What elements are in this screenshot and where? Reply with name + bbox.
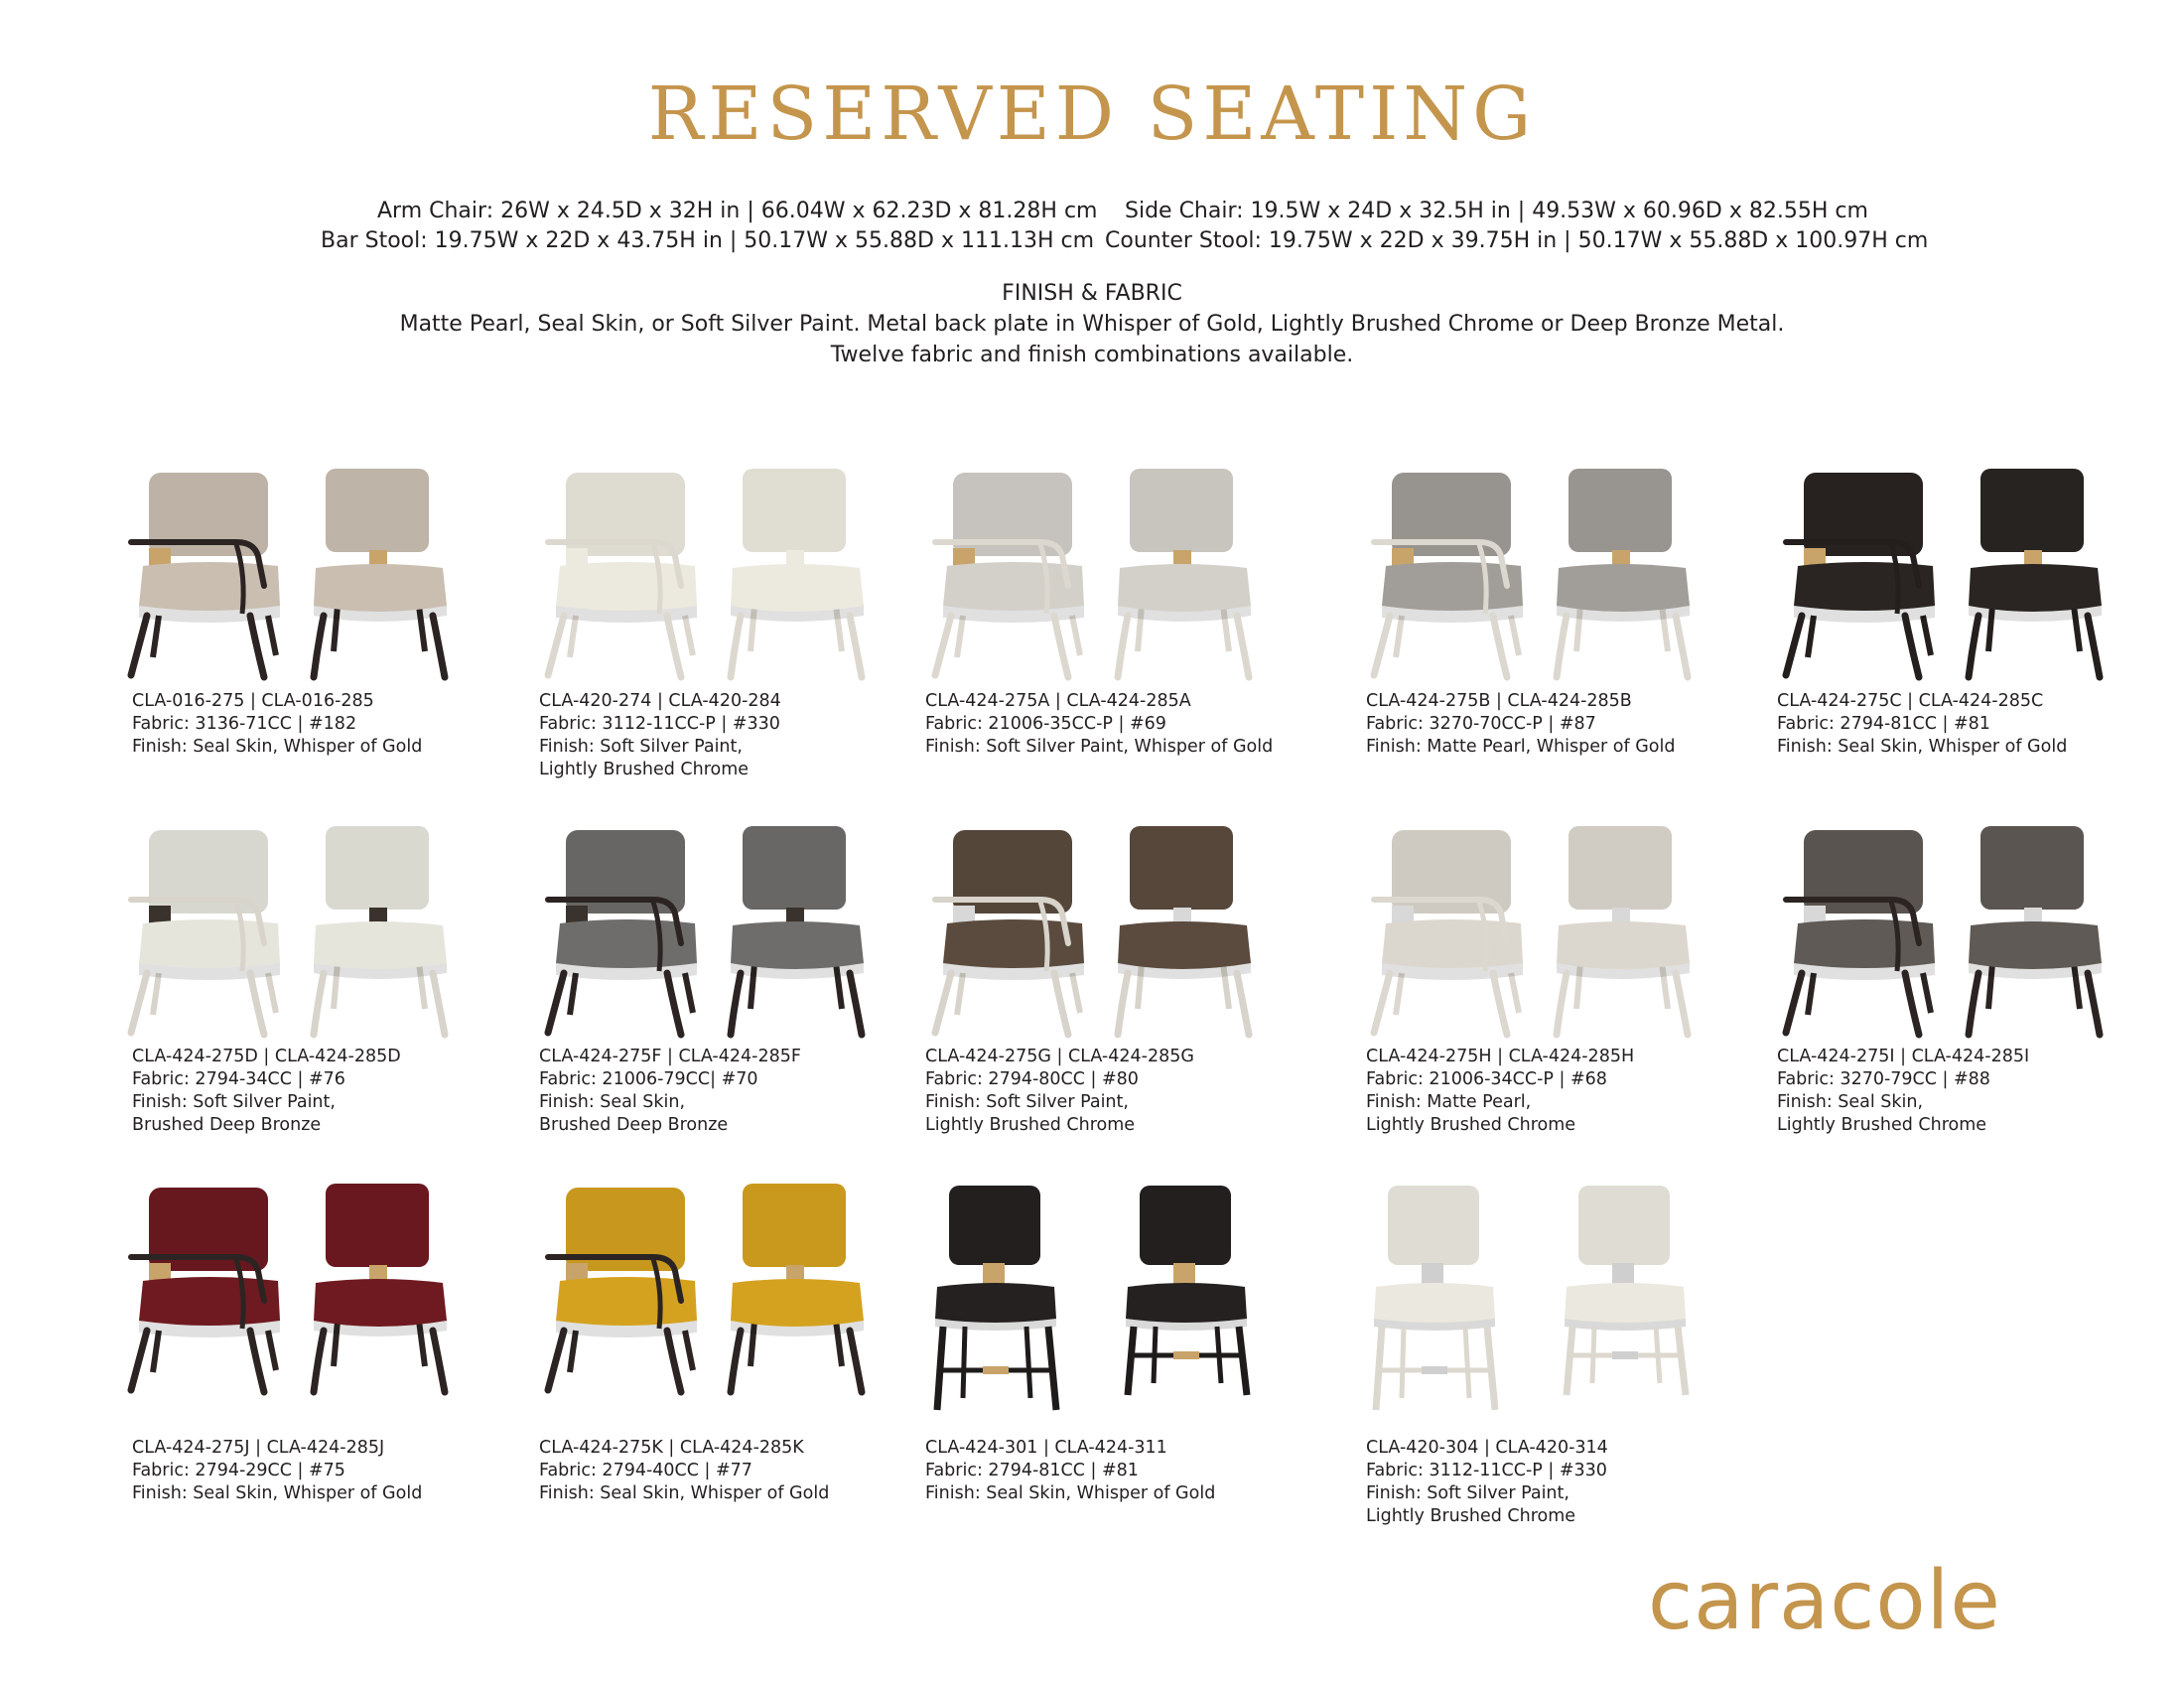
finish-heading: FINISH & FABRIC (1002, 281, 1182, 306)
product-codes: CLA-424-275K | CLA-424-285K (539, 1438, 804, 1458)
product-image (1362, 467, 1719, 705)
product-finish: Finish: Seal Skin, (539, 1092, 686, 1112)
product-finish: Finish: Seal Skin, Whisper of Gold (132, 737, 423, 757)
side-chair-image (1557, 469, 1690, 677)
product-codes: CLA-420-274 | CLA-420-284 (539, 691, 781, 711)
product-finish: Finish: Matte Pearl, Whisper of Gold (1366, 737, 1676, 757)
product-image (1774, 824, 2131, 1062)
product-codes: CLA-424-275A | CLA-424-285A (925, 691, 1191, 711)
combinations-note: Twelve fabric and finish combinations available. (830, 343, 1354, 367)
side-chair-image (1969, 826, 2102, 1035)
product-codes: CLA-016-275 | CLA-016-285 (132, 691, 374, 711)
product-finish2: Brushed Deep Bronze (132, 1115, 322, 1135)
product-codes: CLA-420-304 | CLA-420-314 (1366, 1438, 1608, 1458)
product-finish2: Lightly Brushed Chrome (1366, 1506, 1576, 1526)
bar-stool-image (935, 1186, 1056, 1410)
product-fabric: Fabric: 3136-71CC | #182 (132, 714, 357, 734)
side-chair-dimensions: Side Chair: 19.5W x 24D x 32.5H in | 49.53W x 60.96D x 82.55H cm (1125, 199, 1868, 223)
product-codes: CLA-424-275B | CLA-424-285B (1366, 691, 1632, 711)
product-caption (132, 1437, 422, 1505)
product-fabric: Fabric: 2794-40CC | #77 (539, 1461, 752, 1480)
product-codes: CLA-424-275F | CLA-424-285F (539, 1047, 801, 1066)
product-fabric: Fabric: 3270-70CC-P | #87 (1366, 714, 1596, 734)
arm-chair-image (1374, 473, 1523, 677)
side-chair-image (314, 826, 447, 1035)
product-finish: Finish: Soft Silver Paint, (1366, 1483, 1570, 1503)
product-finish: Finish: Matte Pearl, (1366, 1092, 1532, 1112)
side-chair-image (1118, 826, 1251, 1035)
product-codes: CLA-424-275J | CLA-424-285J (132, 1438, 385, 1458)
side-chair-image (731, 826, 864, 1035)
product-finish: Finish: Soft Silver Paint, (925, 1092, 1129, 1112)
arm-chair-image (548, 1188, 697, 1392)
product-image (536, 824, 893, 1062)
product-caption (132, 690, 422, 759)
product-image (923, 824, 1281, 1062)
product-caption (539, 1437, 829, 1505)
product-finish: Finish: Seal Skin, Whisper of Gold (1777, 737, 2068, 757)
counter-stool-image (1126, 1186, 1247, 1395)
arm-chair-image (1786, 473, 1935, 677)
bar-stool-dimensions: Bar Stool: 19.75W x 22D x 43.75H in | 50.17W x 55.88D x 111.13H cm (321, 228, 1095, 253)
product-image (1362, 824, 1719, 1062)
product-codes: CLA-424-275D | CLA-424-285D (132, 1047, 401, 1066)
product-finish2: Lightly Brushed Chrome (539, 760, 750, 779)
product-fabric: Fabric: 3112-11CC-P | #330 (1366, 1461, 1607, 1480)
product-image (1362, 1182, 1719, 1420)
product-finish: Finish: Seal Skin, Whisper of Gold (132, 1483, 423, 1503)
product-finish2: Lightly Brushed Chrome (925, 1115, 1136, 1135)
product-caption (1366, 1437, 1608, 1528)
arm-chair-image (1374, 830, 1523, 1035)
arm-chair-dimensions: Arm Chair: 26W x 24.5D x 32H in | 66.04W x 62.23D x 81.28H cm (377, 199, 1098, 223)
product-fabric: Fabric: 21006-34CC-P | #68 (1366, 1069, 1607, 1089)
product-caption (132, 1046, 401, 1137)
product-fabric: Fabric: 2794-81CC | #81 (925, 1461, 1139, 1480)
product-fabric: Fabric: 2794-80CC | #80 (925, 1069, 1139, 1089)
product-fabric: Fabric: 21006-35CC-P | #69 (925, 714, 1166, 734)
finish-description: Matte Pearl, Seal Skin, or Soft Silver Paint. Metal back plate in Whisper of Gold, Lightly Brushed Chrome or Deep Bronze Metal. (399, 312, 1785, 337)
product-fabric: Fabric: 2794-29CC | #75 (132, 1461, 345, 1480)
side-chair-image (1969, 469, 2102, 677)
product-caption (539, 690, 781, 781)
product-finish2: Lightly Brushed Chrome (1366, 1115, 1576, 1135)
product-caption (1366, 690, 1675, 759)
arm-chair-image (131, 473, 280, 677)
product-finish: Finish: Seal Skin, Whisper of Gold (925, 1483, 1216, 1503)
page-title: RESERVED SEATING (647, 71, 1537, 157)
product-image (536, 467, 893, 705)
arm-chair-image (548, 830, 697, 1035)
product-caption (925, 690, 1273, 759)
product-finish: Finish: Soft Silver Paint, Whisper of Gold (925, 737, 1274, 757)
product-finish2: Lightly Brushed Chrome (1777, 1115, 1987, 1135)
bar-stool-image (1374, 1186, 1495, 1410)
product-finish: Finish: Seal Skin, Whisper of Gold (539, 1483, 830, 1503)
product-image (119, 1182, 477, 1420)
product-fabric: Fabric: 2794-34CC | #76 (132, 1069, 345, 1089)
product-fabric: Fabric: 2794-81CC | #81 (1777, 714, 1990, 734)
product-image (923, 1182, 1281, 1420)
product-finish2: Brushed Deep Bronze (539, 1115, 729, 1135)
product-image (1774, 467, 2131, 705)
caracole-logo: caracole (1648, 1554, 2001, 1648)
product-fabric: Fabric: 3270-79CC | #88 (1777, 1069, 1990, 1089)
arm-chair-image (131, 1188, 280, 1392)
product-codes: CLA-424-275H | CLA-424-285H (1366, 1047, 1635, 1066)
side-chair-image (731, 1184, 864, 1392)
product-codes: CLA-424-275I | CLA-424-285I (1777, 1047, 2030, 1066)
product-codes: CLA-424-301 | CLA-424-311 (925, 1438, 1167, 1458)
product-caption (539, 1046, 801, 1137)
finish-fabric-section (0, 278, 2184, 370)
product-codes: CLA-424-275C | CLA-424-285C (1777, 691, 2044, 711)
arm-chair-image (131, 830, 280, 1035)
product-finish: Finish: Soft Silver Paint, (539, 737, 743, 757)
product-finish: Finish: Seal Skin, (1777, 1092, 1924, 1112)
arm-chair-image (935, 473, 1084, 677)
side-chair-image (1118, 469, 1251, 677)
product-caption (1777, 1046, 2029, 1137)
counter-stool-image (1565, 1186, 1686, 1395)
product-caption (1777, 690, 2067, 759)
product-caption (1366, 1046, 1634, 1137)
product-caption (925, 1046, 1194, 1137)
product-image (923, 467, 1281, 705)
side-chair-image (1557, 826, 1690, 1035)
arm-chair-image (1786, 830, 1935, 1035)
product-codes: CLA-424-275G | CLA-424-285G (925, 1047, 1194, 1066)
product-fabric: Fabric: 21006-79CC| #70 (539, 1069, 758, 1089)
arm-chair-image (935, 830, 1084, 1035)
product-caption (925, 1437, 1215, 1505)
side-chair-image (314, 469, 447, 677)
side-chair-image (731, 469, 864, 677)
product-image (119, 467, 477, 705)
product-image (119, 824, 477, 1062)
product-fabric: Fabric: 3112-11CC-P | #330 (539, 714, 780, 734)
side-chair-image (314, 1184, 447, 1392)
counter-stool-dimensions: Counter Stool: 19.75W x 22D x 39.75H in | 50.17W x 55.88D x 100.97H cm (1105, 228, 1929, 253)
product-finish: Finish: Soft Silver Paint, (132, 1092, 336, 1112)
arm-chair-image (548, 473, 697, 677)
product-image (536, 1182, 893, 1420)
